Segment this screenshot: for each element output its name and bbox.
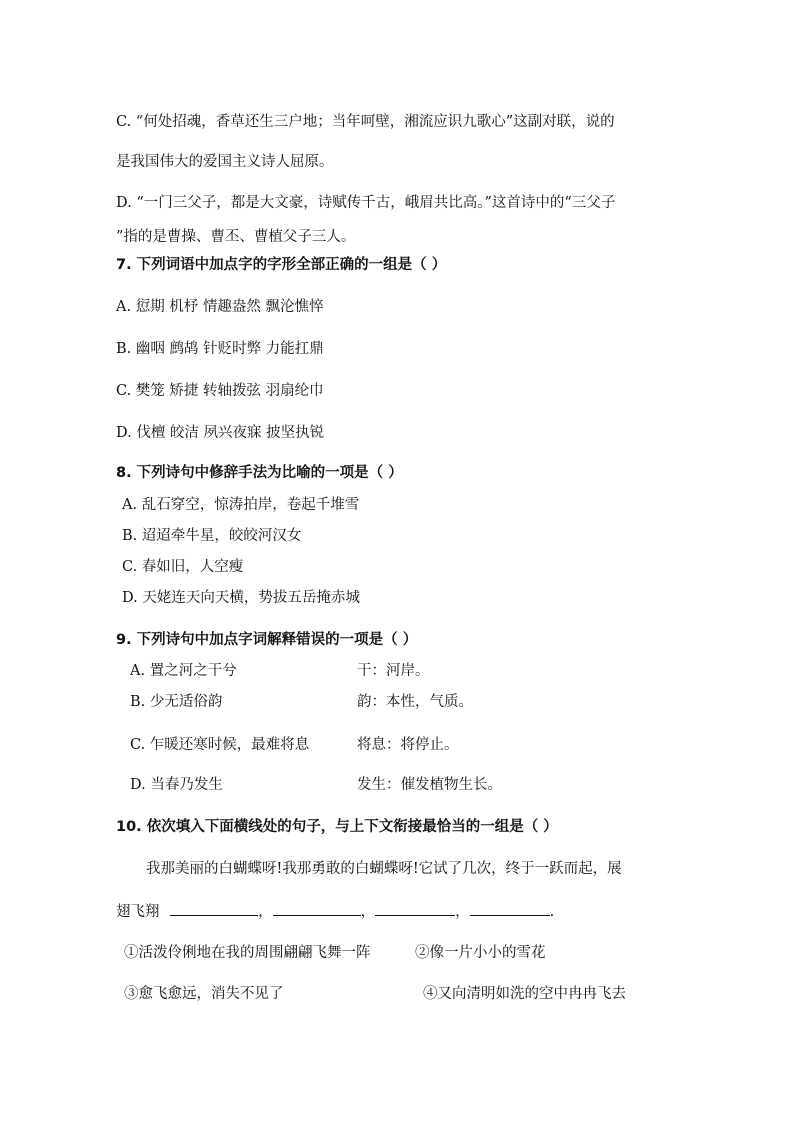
q10-choice-4: ④又向清明如洗的空中冉冉飞去 bbox=[423, 986, 626, 1002]
question-10-title: 10. 依次填入下面横线处的句子，与上下文衔接最恰当的一组是（ ） bbox=[116, 819, 558, 835]
q7-option-a: A. 愆期 机杼 情趣盎然 飘沦憔悴 bbox=[116, 299, 324, 315]
option-c-line-2: 是我国伟大的爱国主义诗人屈原。 bbox=[116, 154, 334, 170]
q10-choice-2: ②像一片小小的雪花 bbox=[415, 945, 546, 961]
q9-option-c-sentence: C. 乍暖还寒时候，最难将息 bbox=[130, 737, 310, 753]
option-c-line-1: C. “何处招魂，香草还生三户地；当年呵壁，湘流应识九歌心”这副对联，说的 bbox=[116, 114, 615, 130]
q9-option-d-sentence: D. 当春乃发生 bbox=[130, 777, 223, 793]
q7-option-d: D. 伐檀 皎洁 夙兴夜寐 披坚执锐 bbox=[116, 425, 325, 441]
q10-choice-3: ③愈飞愈远，消失不见了 bbox=[124, 986, 284, 1002]
q7-option-b: B. 幽咽 鹧鸪 针贬时弊 力能扛鼎 bbox=[116, 341, 324, 357]
q9-option-c-answer: 将息：将停止。 bbox=[357, 737, 459, 753]
blank-3[interactable] bbox=[375, 901, 455, 916]
q10-passage-line-2 bbox=[116, 901, 554, 922]
question-8-title: 8. 下列诗句中修辞手法为比喻的一项是（ ） bbox=[116, 465, 403, 481]
question-7-title: 7. 下列词语中加点字的字形全部正确的一组是（ ） bbox=[116, 257, 447, 273]
blank-sep-1: ， bbox=[258, 904, 273, 920]
blank-sep-3: ， bbox=[455, 904, 470, 920]
blank-2[interactable] bbox=[273, 901, 361, 916]
q8-option-b: B. 迢迢牵牛星，皎皎河汉女 bbox=[122, 528, 302, 544]
q9-option-b-sentence: B. 少无适俗韵 bbox=[130, 694, 223, 710]
q10-passage-lead: 翅飞翔 bbox=[116, 904, 160, 920]
q10-choice-1: ①活泼伶俐地在我的周围翩翩飞舞一阵 bbox=[124, 945, 371, 961]
q9-option-d-answer: 发生：催发植物生长。 bbox=[357, 777, 502, 793]
q7-option-c: C. 樊笼 矫捷 转轴拨弦 羽扇纶巾 bbox=[116, 383, 324, 399]
q10-passage-line-1: 我那美丽的白蝴蝶呀!我那勇敢的白蝴蝶呀!它试了几次，终于一跃而起，展 bbox=[146, 861, 622, 877]
q9-option-b-answer: 韵：本性，气质。 bbox=[357, 694, 473, 710]
q8-option-d: D. 天姥连天向天横，势拔五岳掩赤城 bbox=[122, 590, 360, 606]
blank-end: . bbox=[549, 904, 555, 920]
option-d-line-1: D. “一门三父子，都是大文豪，诗赋传千古，峨眉共比高。”这首诗中的“三父子 bbox=[116, 195, 616, 211]
q8-option-c: C. 春如旧，人空瘦 bbox=[122, 559, 244, 575]
q9-option-a-sentence: A. 置之河之干兮 bbox=[130, 663, 237, 679]
q9-option-a-answer: 干：河岸。 bbox=[357, 663, 430, 679]
option-d-line-2: ”指的是曹操、曹丕、曹植父子三人。 bbox=[116, 229, 356, 245]
question-9-title: 9. 下列诗句中加点字词解释错误的一项是（ ） bbox=[116, 632, 418, 648]
q8-option-a: A. 乱石穿空，惊涛拍岸，卷起千堆雪 bbox=[122, 497, 360, 513]
blank-sep-2: ， bbox=[360, 904, 376, 920]
blank-4[interactable] bbox=[470, 901, 550, 916]
blank-1[interactable] bbox=[170, 901, 258, 916]
